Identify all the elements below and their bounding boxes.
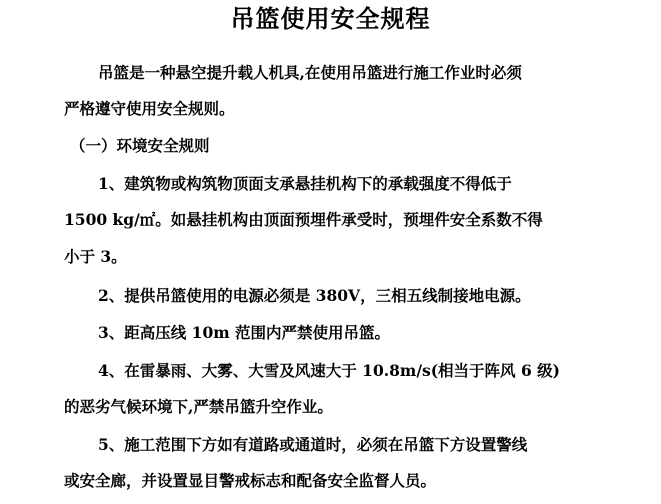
section-heading: （一）环境安全规则 <box>70 136 210 155</box>
rule-3-line-1: 3、距高压线 10m 范围内严禁使用吊篮。 <box>98 323 391 342</box>
rule-4-line-2: 的恶劣气候环境下,严禁吊篮升空作业。 <box>64 397 333 416</box>
rule-1-line-1: 1、建筑物或构筑物顶面支承悬挂机构下的承载强度不得低于 <box>98 174 512 193</box>
rule-4-line-1: 4、在雷暴雨、大雾、大雪及风速大于 10.8m/s(相当于阵风 6 级) <box>98 361 560 380</box>
document-title: 吊篮使用安全规程 <box>230 5 431 33</box>
intro-line-1: 吊篮是一种悬空提升载人机具,在使用吊篮进行施工作业时必须 <box>98 63 522 82</box>
rule-5-line-1: 5、施工范围下方如有道路或通道时，必须在吊篮下方设置警线 <box>98 435 528 454</box>
rule-2-line-1: 2、提供吊篮使用的电源必须是 380V，三相五线制接地电源。 <box>98 286 531 305</box>
rule-1-line-3: 小于 3。 <box>64 247 127 266</box>
intro-line-2: 严格遵守使用安全规则。 <box>64 99 235 118</box>
rule-5-line-2: 或安全廊，并设置显目警戒标志和配备安全监督人员。 <box>64 471 437 490</box>
rule-1-line-2: 1500 kg/㎡。如悬挂机构由顶面预埋件承受时，预埋件安全系数不得 <box>64 210 543 229</box>
